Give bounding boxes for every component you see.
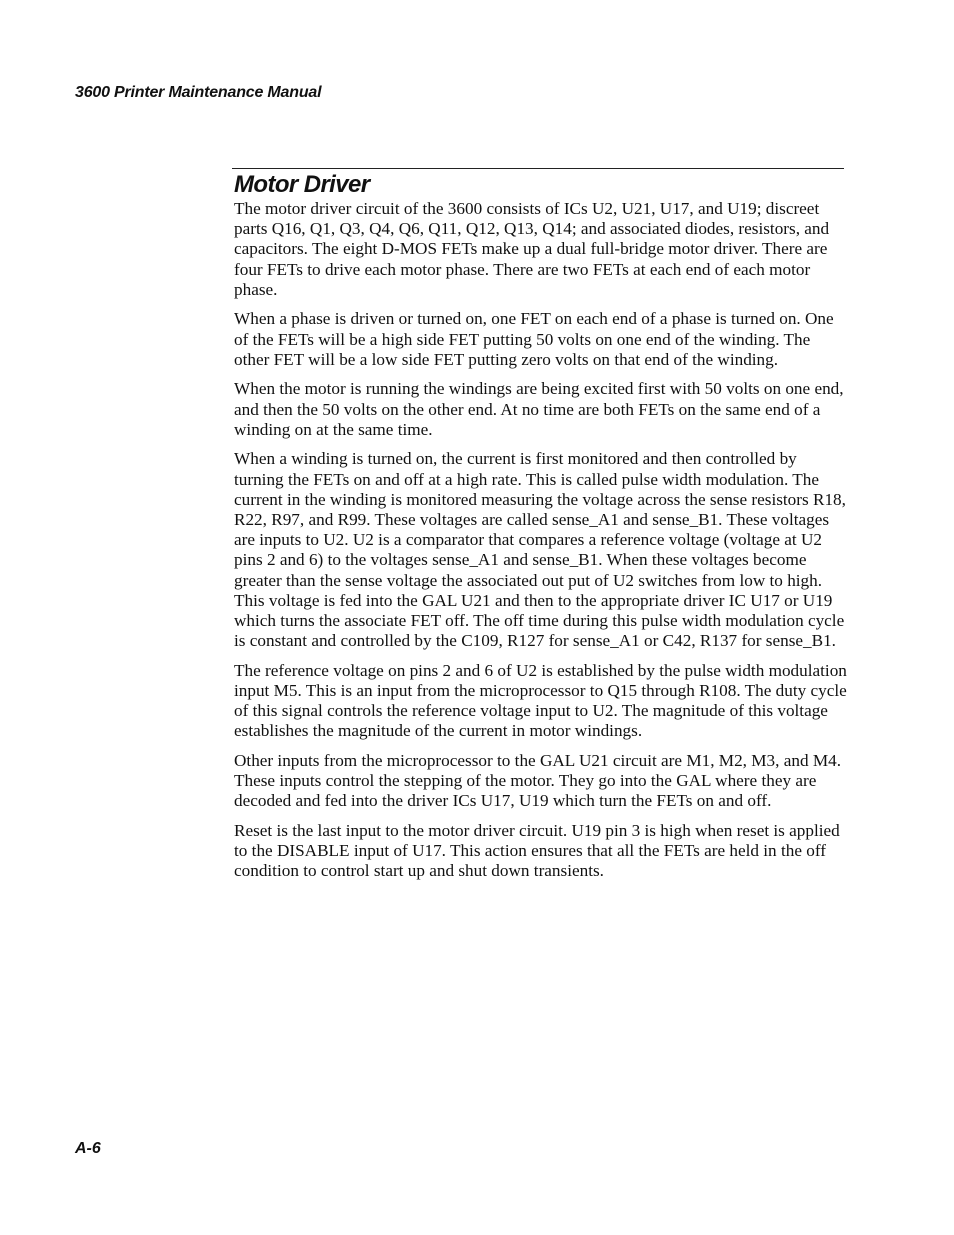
paragraph-6: Other inputs from the microprocessor to the GAL U21 circuit are M1, M2, M3, and M4. These inputs control the stepping of the motor. They go into the GAL where they are decoded and fed into the driver ICs U17, U19 which turn the FETs on and off. — [234, 751, 842, 811]
section-title: Motor Driver — [234, 171, 370, 198]
page-number: A-6 — [75, 1140, 101, 1157]
paragraph-4: When a winding is turned on, the current is first monitored and then controlled by turning the FETs on and off at a high rate. This is called pulse width modulation. The current in the winding is monitored measuring the voltage across the sense resistors R18, R22, R97, and R99. These voltages are called sense_A1 and sense_B1. These voltages are inputs to U2. U2 is a comparator that compares a reference voltage (voltage at U2 pins 2 and 6) to the voltages sense_A1 and sense_B1. When these voltages become greater than the sense voltage the associated out put of U2 switches from low to high. This voltage is fed into the GAL U21 and then to the appropriate driver IC U17 or U19 which turns the associate FET off. The off time during this pulse width modulation cycle is constant and controlled by the C109, R127 for sense_A1 or C42, R137 for sense_B1. — [234, 449, 846, 651]
section-body — [234, 199, 848, 891]
running-header: 3600 Printer Maintenance Manual — [75, 84, 322, 101]
paragraph-2: When a phase is driven or turned on, one FET on each end of a phase is turned on. One of the FETs will be a high side FET putting 50 volts on one end of the winding. The other FET will be a low side FET putting zero volts on that end of the winding. — [234, 309, 834, 369]
section-rule — [232, 168, 844, 169]
paragraph-1: The motor driver circuit of the 3600 consists of ICs U2, U21, U17, and U19; discreet parts Q16, Q1, Q3, Q4, Q6, Q11, Q12, Q13, Q14; and associated diodes, resistors, and capacitors. The eight D-MOS FETs make up a dual full-bridge motor driver. There are four FETs to drive each motor phase. There are two FETs at each end of each motor phase. — [234, 199, 830, 299]
paragraph-7: Reset is the last input to the motor driver circuit. U19 pin 3 is high when reset is applied to the DISABLE input of U17. This action ensures that all the FETs are held in the off condition to control start up and shut down transients. — [234, 821, 840, 881]
paragraph-3: When the motor is running the windings are being excited first with 50 volts on one end, and then the 50 volts on the other end. At no time are both FETs on the same end of a winding on at the same time. — [234, 379, 844, 439]
paragraph-5: The reference voltage on pins 2 and 6 of U2 is established by the pulse width modulation input M5. This is an input from the microprocessor to Q15 through R108. The duty cycle of this signal controls the reference voltage input to U2. The magnitude of this voltage establishes the magnitude of the current in motor windings. — [234, 660, 847, 741]
